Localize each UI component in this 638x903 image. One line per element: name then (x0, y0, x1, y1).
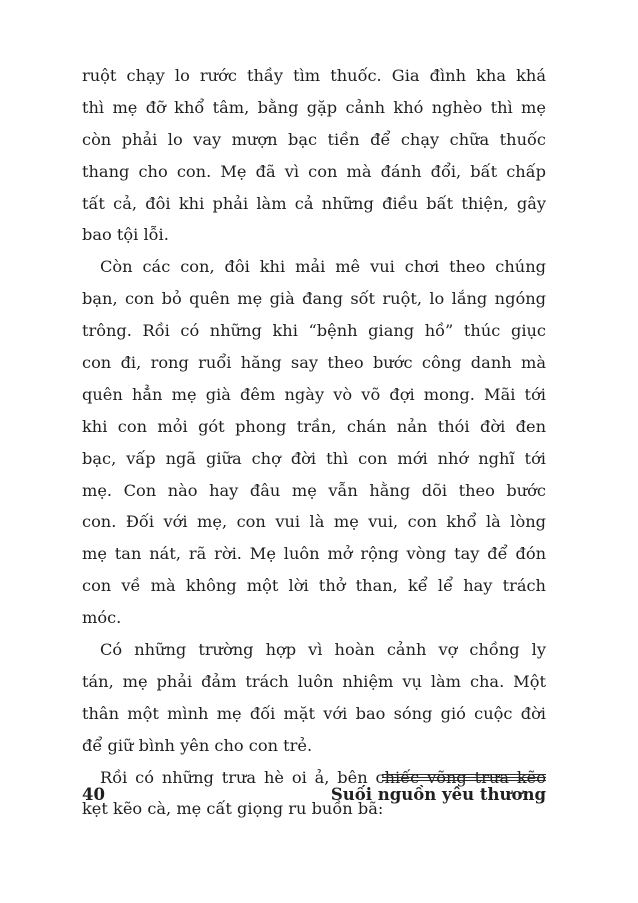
text-line: mẹ. Con nào hay đâu mẹ vẫn hằng dõi theo bước (82, 480, 546, 500)
text-line: để giữ bình yên cho con trẻ. (82, 735, 313, 755)
text-line: con. Đối với mẹ, con vui là mẹ vui, con khổ là lòng (82, 512, 546, 532)
page-number: 40 (82, 785, 105, 804)
text-line: con đi, rong ruổi hăng say theo bước công danh mà (82, 353, 546, 373)
text-line: thang cho con. Mẹ đã vì con mà đánh đổi, bất chấp (82, 161, 546, 181)
text-line: kẹt kẽo cà, mẹ cất giọng ru buồn bã: (82, 799, 384, 819)
paragraph-first-line: Rồi có những trưa hè oi ả, bên chiếc võng trưa kẽo (100, 767, 546, 787)
paragraph-first-line: Có những trường hợp vì hoàn cảnh vợ chồng ly (100, 640, 546, 660)
text-line: con về mà không một lời thở than, kể lể hay trách (82, 576, 546, 596)
text-line: mẹ tan nát, rã rời. Mẹ luôn mở rộng vòng tay để đón (82, 544, 546, 564)
page-body-text (82, 60, 546, 825)
text-line: móc. (82, 608, 122, 628)
text-line: bạc, vấp ngã giữa chợ đời thì con mới nhớ nghĩ tới (82, 448, 546, 468)
paragraph-first-line: Còn các con, đôi khi mải mê vui chơi theo chúng (100, 257, 546, 277)
text-line: tất cả, đôi khi phải làm cả những điều bất thiện, gây (82, 193, 546, 213)
text-line: thì mẹ đỡ khổ tâm, bằng gặp cảnh khó nghèo thì mẹ (82, 97, 546, 117)
text-line: trông. Rồi có những khi “bệnh giang hồ” thúc giục (82, 321, 546, 341)
footer-decorative-rules (382, 774, 546, 783)
text-line: tán, mẹ phải đảm trách luôn nhiệm vụ làm cha. Một (82, 671, 546, 691)
running-title: Suối nguồn yêu thương (330, 785, 546, 804)
footer-rule-line (382, 774, 546, 775)
text-line: thân một mình mẹ đối mặt với bao sóng gió cuộc đời (82, 703, 546, 723)
text-line: khi con mỏi gót phong trần, chán nản thói đời đen (82, 416, 546, 436)
text-line: bạn, con bỏ quên mẹ già đang sốt ruột, lo lắng ngóng (82, 289, 546, 309)
text-line: bao tội lỗi. (82, 225, 169, 245)
text-line: quên hẳn mẹ già đêm ngày vò võ đợi mong. Mãi tới (82, 384, 546, 404)
text-line: ruột chạy lo rước thầy tìm thuốc. Gia đình kha khá (82, 66, 546, 85)
footer-rule-line (382, 780, 546, 781)
footer-rule-line (382, 777, 546, 778)
text-line: còn phải lo vay mượn bạc tiền để chạy chữa thuốc (82, 129, 546, 149)
